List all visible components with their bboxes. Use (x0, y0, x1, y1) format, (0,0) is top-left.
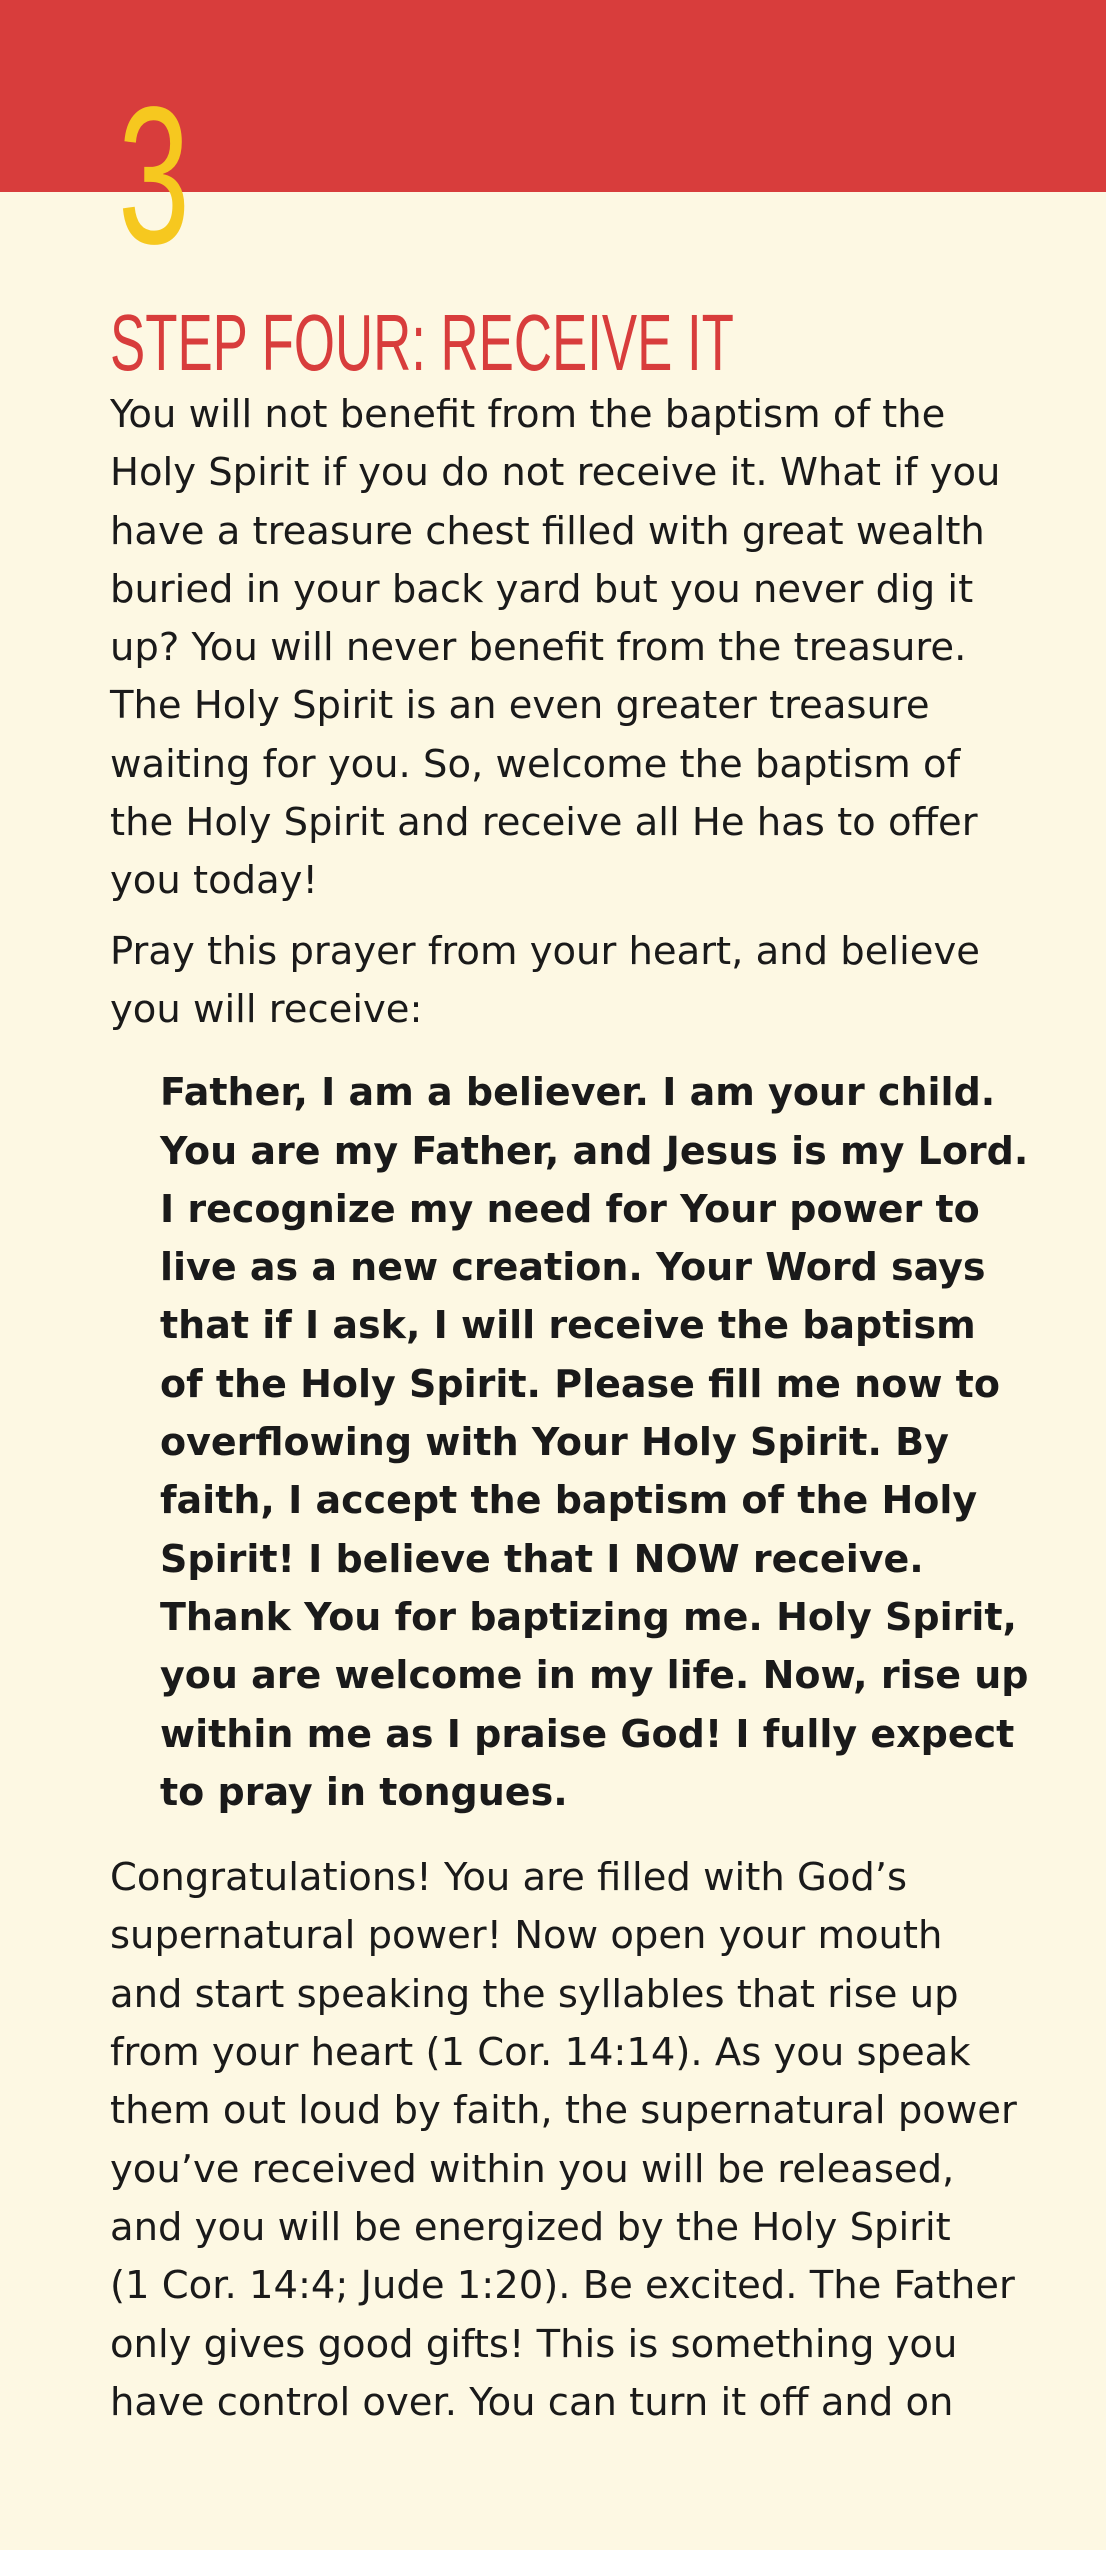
prayer-line: I recognize my need for Your power to (160, 1186, 980, 1231)
text-line: Holy Spirit if you do not receive it. What if you (110, 450, 1001, 496)
section-title: STEP FOUR: RECEIVE IT (110, 298, 734, 387)
text-line: have a treasure chest filled with great wealth (110, 508, 985, 554)
prayer-line: Father, I am a believer. I am your child. (160, 1070, 996, 1115)
text-line: waiting for you. So, welcome the baptism of (110, 741, 961, 787)
page-number: 3 (118, 66, 190, 285)
text-line: (1 Cor. 14:4; Jude 1:20). Be excited. The Father (110, 2263, 1015, 2309)
text-line: You will not benefit from the baptism of the (110, 392, 946, 437)
prayer-line: faith, I accept the baptism of the Holy (160, 1478, 978, 1523)
text-line: and you will be energized by the Holy Spirit (110, 2204, 951, 2250)
prayer-line: overflowing with Your Holy Spirit. By (160, 1420, 949, 1465)
text-line: buried in your back yard but you never dig it (110, 566, 974, 612)
prayer-line: you are welcome in my life. Now, rise up (160, 1653, 1029, 1698)
prayer-line: You are my Father, and Jesus is my Lord. (160, 1128, 1029, 1173)
text-line: supernatural power! Now open your mouth (110, 1913, 943, 1959)
prayer-line: Spirit! I believe that I NOW receive. (160, 1536, 924, 1581)
text-line: you will receive: (110, 986, 423, 1032)
prayer-line: within me as I praise God! I fully expect (160, 1711, 1015, 1756)
text-line: Pray this prayer from your heart, and believe (110, 928, 980, 974)
text-line: from your heart (1 Cor. 14:14). As you speak (110, 2030, 971, 2076)
text-line: you’ve received within you will be released, (110, 2146, 955, 2192)
prayer-line: that if I ask, I will receive the baptism (160, 1303, 976, 1348)
text-line: only gives good gifts! This is something you (110, 2321, 958, 2367)
prayer-line: of the Holy Spirit. Please fill me now to (160, 1361, 1000, 1406)
page-body (110, 386, 1029, 2444)
prayer-line: to pray in tongues. (160, 1769, 568, 1814)
prayer-line: Thank You for baptizing me. Holy Spirit, (160, 1594, 1017, 1639)
text-line: you today! (110, 858, 318, 904)
text-line: them out loud by faith, the supernatural power (110, 2088, 1017, 2134)
prayer-block (160, 1063, 1040, 1821)
text-line: Congratulations! You are filled with God’s (110, 1855, 908, 1901)
text-line: the Holy Spirit and receive all He has to offer (110, 800, 978, 846)
intro-paragraph (110, 386, 1010, 911)
prayer-instruction-paragraph (110, 923, 1010, 1040)
prayer-line: live as a new creation. Your Word says (160, 1245, 986, 1290)
text-line: have control over. You can turn it off and on (110, 2379, 954, 2425)
text-line: and start speaking the syllables that rise up (110, 1971, 959, 2017)
text-line: The Holy Spirit is an even greater treasure (110, 683, 930, 729)
closing-paragraph (110, 1849, 1017, 2432)
text-line: up? You will never benefit from the treasure. (110, 625, 967, 671)
